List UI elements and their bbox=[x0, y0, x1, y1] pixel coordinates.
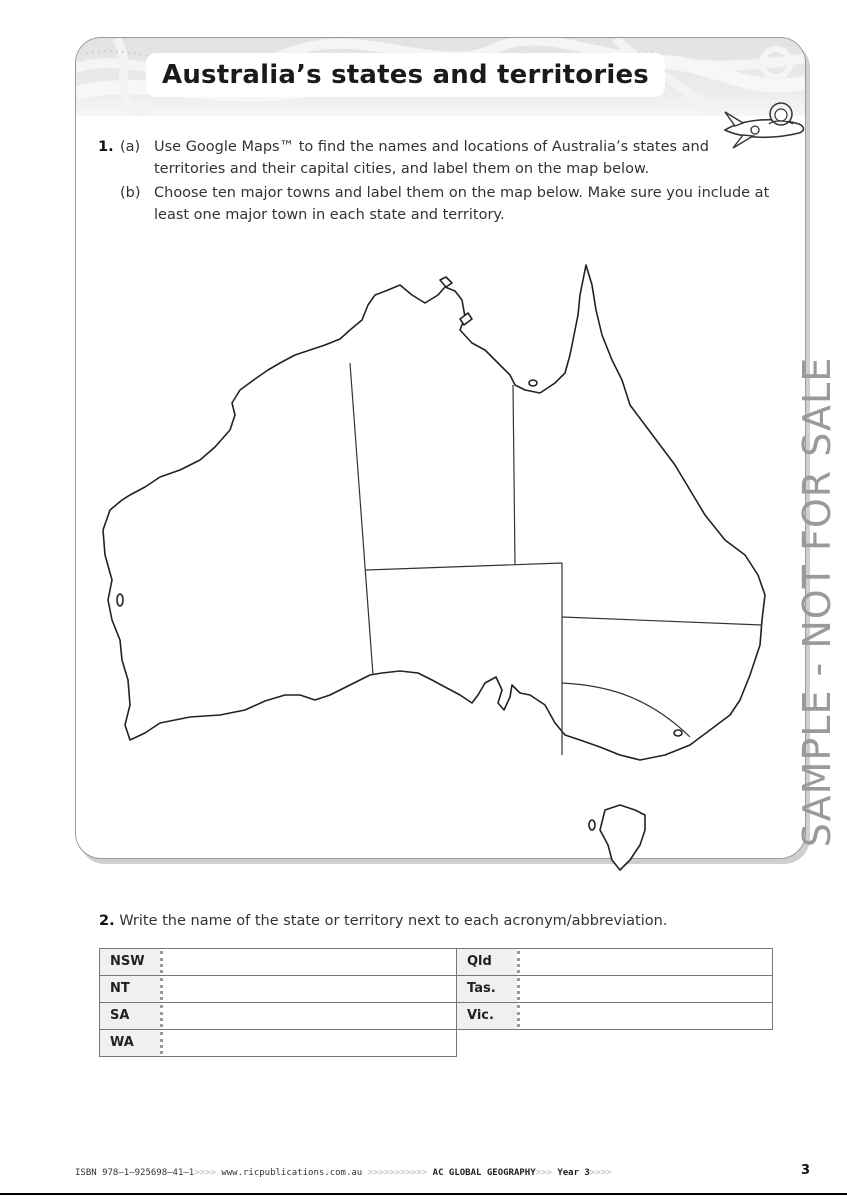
dotted-divider bbox=[517, 978, 522, 1000]
table-row bbox=[99, 948, 457, 976]
page-footer: ISBN 978–1–925698–41–1>>>> www.ricpublications.com.au >>>>>>>>>>> AC GLOBAL GEOGRAPHY>>> Year 3>>>> 3 bbox=[75, 1163, 810, 1178]
bottom-rule bbox=[0, 1193, 847, 1195]
dotted-divider bbox=[517, 951, 522, 973]
answer-field[interactable] bbox=[523, 949, 770, 975]
part-b-label: (b) bbox=[120, 185, 141, 201]
australia-outline-map bbox=[100, 255, 780, 905]
page-title: Australia’s states and territories bbox=[146, 53, 665, 97]
page-number: 3 bbox=[800, 1163, 810, 1178]
answer-field[interactable] bbox=[523, 976, 770, 1002]
dotted-divider bbox=[160, 978, 165, 1000]
table-row bbox=[456, 975, 773, 1003]
website-link[interactable]: www.ricpublications.com.au bbox=[221, 1168, 363, 1178]
answer-field[interactable] bbox=[166, 1030, 454, 1056]
question-number: 2. bbox=[99, 913, 115, 929]
abbreviation-label: Tas. bbox=[457, 976, 517, 1002]
part-a-text: Use Google Maps™ to find the names and locations of Australia’s states and territories and their capital cities, and label them on the map below. bbox=[154, 139, 709, 177]
mainland-outline bbox=[103, 265, 765, 760]
sample-watermark: SAMPLE - NOT FOR SALE bbox=[795, 356, 839, 848]
dotted-divider bbox=[517, 1005, 522, 1027]
abbreviation-label: SA bbox=[100, 1003, 160, 1029]
isbn-text: ISBN 978–1–925698–41–1 bbox=[75, 1168, 195, 1178]
table-row bbox=[456, 948, 773, 976]
tasmania-outline bbox=[600, 805, 645, 870]
answer-field[interactable] bbox=[166, 949, 454, 975]
question-2 bbox=[99, 910, 789, 932]
answer-field[interactable] bbox=[523, 1003, 770, 1029]
abbreviation-table bbox=[99, 948, 773, 1050]
abbreviation-label: Vic. bbox=[457, 1003, 517, 1029]
question-number: 1. bbox=[98, 139, 114, 155]
abbreviation-label: NSW bbox=[100, 949, 160, 975]
series-name: AC GLOBAL GEOGRAPHY bbox=[432, 1168, 536, 1178]
table-row bbox=[99, 1029, 457, 1057]
table-row bbox=[456, 1002, 773, 1030]
dotted-divider bbox=[160, 1032, 165, 1054]
answer-field[interactable] bbox=[166, 1003, 454, 1029]
abbreviation-label: Qld bbox=[457, 949, 517, 975]
table-row bbox=[99, 975, 457, 1003]
abbreviation-label: WA bbox=[100, 1030, 160, 1056]
dotted-divider bbox=[160, 951, 165, 973]
question-2-text: Write the name of the state or territory next to each acronym/abbreviation. bbox=[119, 913, 668, 929]
abbreviation-label: NT bbox=[100, 976, 160, 1002]
year-level: Year 3 bbox=[557, 1168, 590, 1178]
answer-field[interactable] bbox=[166, 976, 454, 1002]
part-b-text: Choose ten major towns and label them on the map below. Make sure you include at least one major town in each state and territory. bbox=[154, 185, 770, 223]
table-row bbox=[99, 1002, 457, 1030]
dotted-divider bbox=[160, 1005, 165, 1027]
part-a-label: (a) bbox=[120, 139, 141, 155]
